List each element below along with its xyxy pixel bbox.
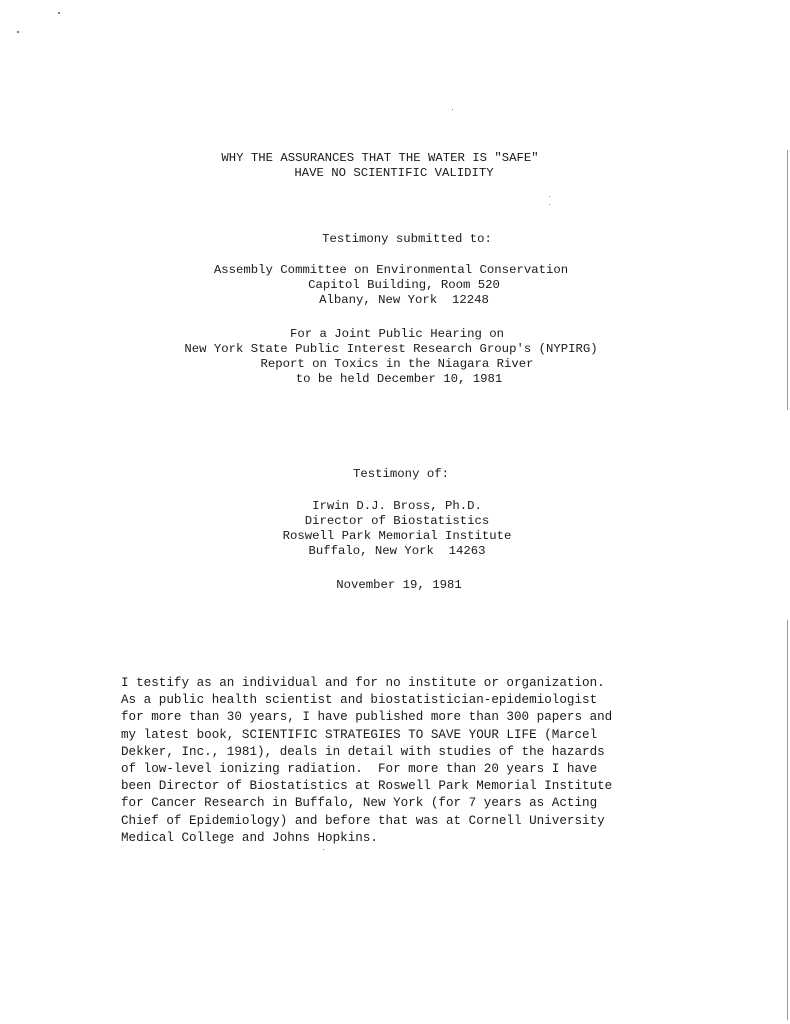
recipient-line: Albany, New York 12248 (319, 293, 489, 307)
hearing-block (0, 327, 790, 387)
author-block (0, 499, 790, 559)
recipient-line: Assembly Committee on Environmental Conservation (213, 263, 569, 277)
hearing-line: Report on Toxics in the Niagara River (260, 357, 534, 371)
date-block (0, 578, 790, 593)
submission-heading-block (0, 232, 790, 247)
recipient-line: Capitol Building, Room 520 (308, 278, 500, 292)
testimony-date: November 19, 1981 (336, 578, 462, 592)
statement-line: I testify as an individual and for no institute or organization. (121, 676, 605, 690)
author-line: Director of Biostatistics (304, 514, 490, 528)
hearing-line: New York State Public Interest Research Group's (NYPIRG) (184, 342, 598, 356)
scan-speck (58, 12, 60, 14)
author-line: Roswell Park Memorial Institute (282, 529, 512, 543)
scan-speck (323, 849, 324, 850)
statement-line: for Cancer Research in Buffalo, New York (for 7 years as Acting (121, 796, 598, 811)
scan-edge-line (787, 620, 788, 1020)
hearing-line: For a Joint Public Hearing on (289, 327, 504, 341)
statement-line: As a public health scientist and biostatistician-epidemiologist (121, 693, 598, 708)
title-line-2: HAVE NO SCIENTIFIC VALIDITY (294, 166, 494, 180)
author-line: Irwin D.J. Bross, Ph.D. (312, 499, 482, 513)
scan-speck (549, 204, 550, 205)
statement-line: Chief of Epidemiology) and before that was at Cornell University (121, 813, 605, 828)
testimony-of-heading: Testimony of: (353, 467, 449, 481)
statement-line: my latest book, SCIENTIFIC STRATEGIES TO SAVE YOUR LIFE (Marcel (121, 727, 598, 742)
scan-speck (452, 109, 453, 110)
recipient-block (0, 263, 790, 308)
statement-line: Medical College and Johns Hopkins. (121, 830, 378, 845)
scan-speck (17, 31, 19, 33)
statement-line: Dekker, Inc., 1981), deals in detail with studies of the hazards (121, 744, 605, 759)
author-line: Buffalo, New York 14263 (308, 544, 486, 558)
title-line-1: WHY THE ASSURANCES THAT THE WATER IS "SAFE" (221, 151, 539, 165)
hearing-line: to be held December 10, 1981 (295, 372, 503, 386)
statement-paragraph (121, 675, 681, 847)
statement-line: been Director of Biostatistics at Roswell Park Memorial Institute (121, 779, 613, 794)
statement-line: of low-level ionizing radiation. For more than 20 years I have (121, 762, 598, 777)
statement-line: for more than 30 years, I have published more than 300 papers and (121, 710, 613, 725)
scan-edge-line (787, 150, 788, 410)
submission-heading: Testimony submitted to: (322, 232, 492, 246)
document-title (0, 151, 790, 181)
testimony-of-heading-block (0, 467, 790, 482)
scan-speck (549, 196, 550, 197)
